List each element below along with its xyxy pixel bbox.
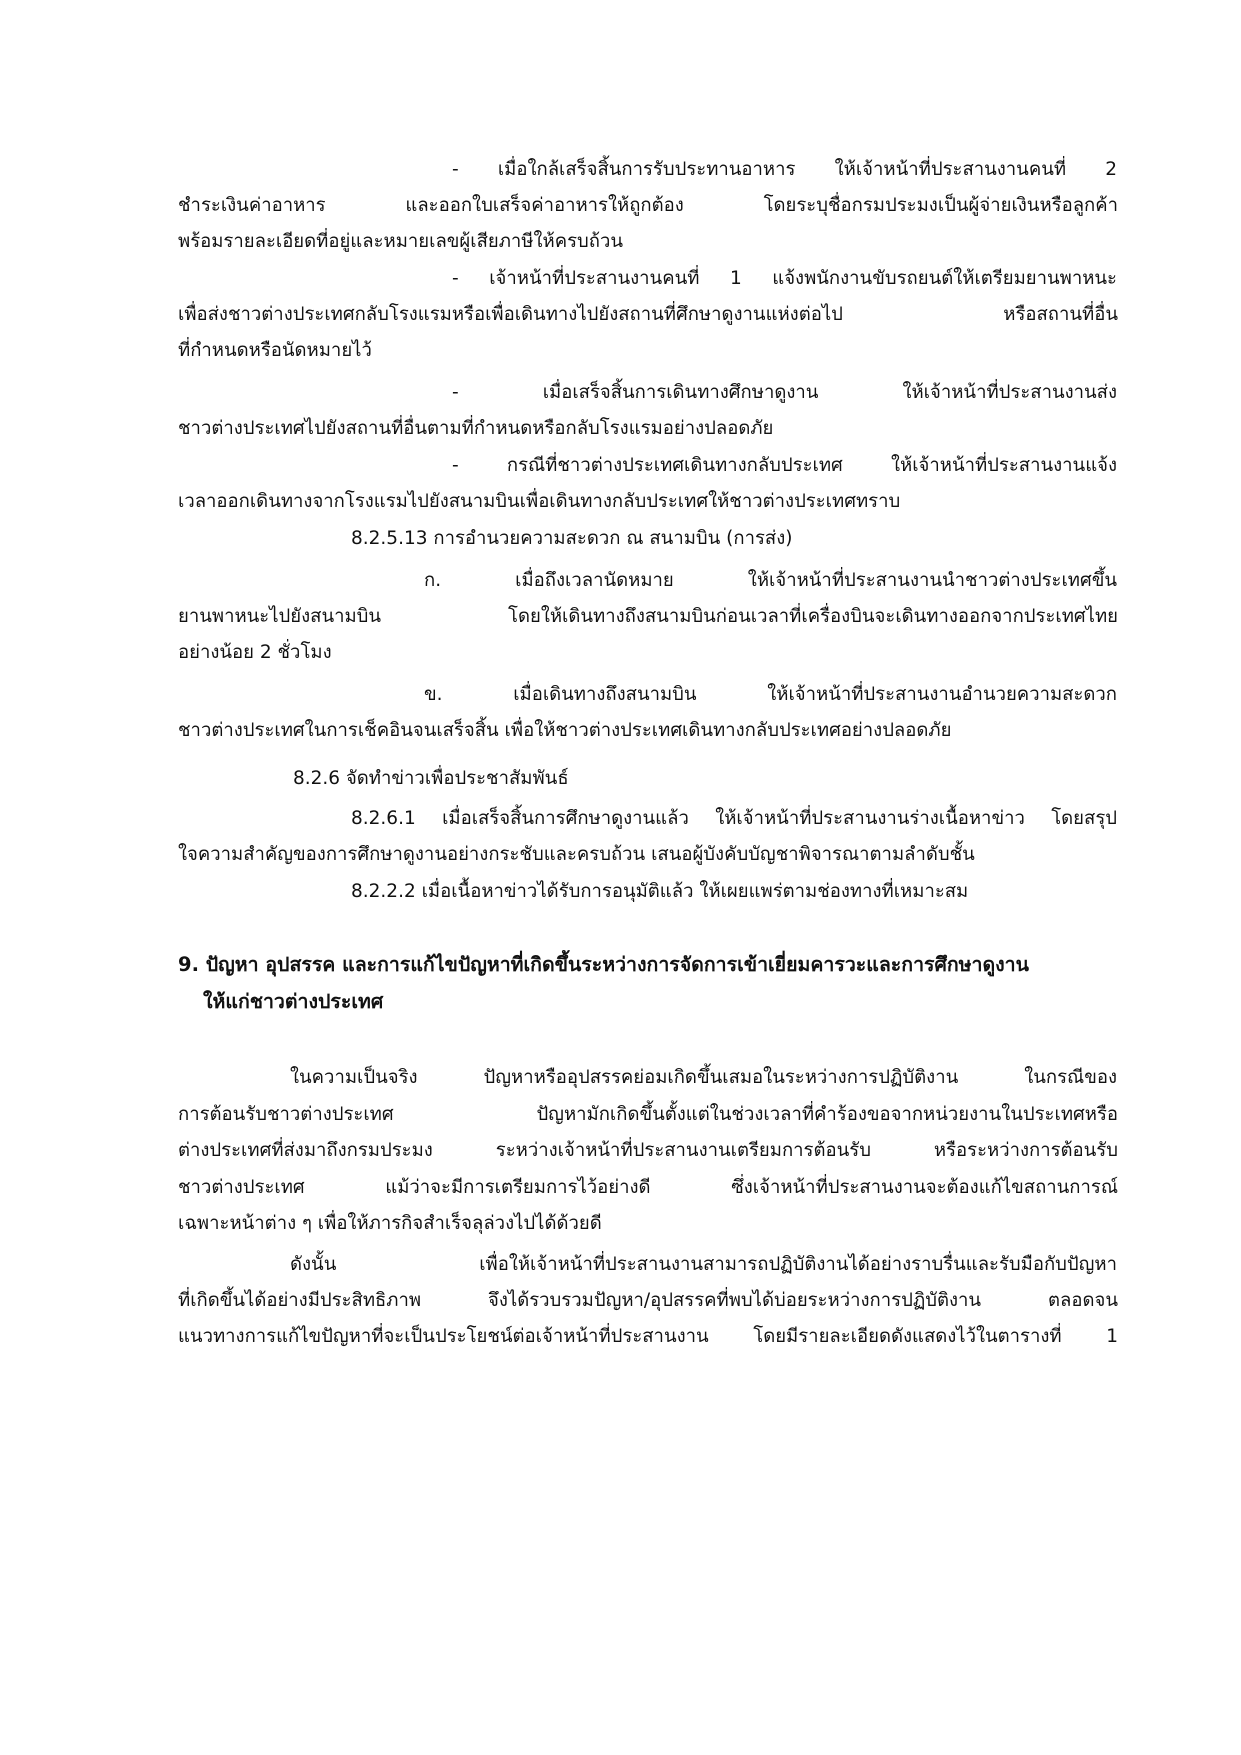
text-line: ใจความสำคัญของการศึกษาดูงานอย่างกระชับและครบถ้วน เสนอผู้บังคับบัญชาพิจารณาตามลำดับชั้น <box>178 844 975 865</box>
section-heading-8-2-6: 8.2.6 จัดทำข่าวเพื่อประชาสัมพันธ์ <box>293 768 569 789</box>
text-line: ข. เมื่อเดินทางถึงสนามบิน ให้เจ้าหน้าที่ประสานงานอำนวยความสะดวก <box>424 684 1117 705</box>
paragraph-line: ชาวต่างประเทศ แม้ว่าจะมีการเตรียมการไว้อย่างดี ซึ่งเจ้าหน้าที่ประสานงานจะต้องแก้ไขสถานการณ์ <box>178 1177 1118 1198</box>
text-line: - เจ้าหน้าที่ประสานงานคนที่ 1 แจ้งพนักงานขับรถยนต์ให้เตรียมยานพาหนะ <box>452 268 1117 289</box>
text-line: ชาวต่างประเทศในการเช็คอินจนเสร็จสิ้น เพื่อให้ชาวต่างประเทศเดินทางกลับประเทศอย่างปลอดภัย <box>178 720 952 741</box>
section-heading-9: 9. ปัญหา อุปสรรค และการแก้ไขปัญหาที่เกิดขึ้นระหว่างการจัดการเข้าเยี่ยมคารวะและการศึกษาดูงาน <box>178 953 1029 976</box>
text-line: ชาวต่างประเทศไปยังสถานที่อื่นตามที่กำหนดหรือกลับโรงแรมอย่างปลอดภัย <box>178 418 774 439</box>
text-line: - เมื่อเสร็จสิ้นการเดินทางศึกษาดูงาน ให้เจ้าหน้าที่ประสานงานส่ง <box>452 382 1117 403</box>
text-line: อย่างน้อย 2 ชั่วโมง <box>178 642 332 663</box>
text-line: 8.2.2.2 เมื่อเนื้อหาข่าวได้รับการอนุมัติแล้ว ให้เผยแพร่ตามช่องทางที่เหมาะสม <box>351 881 969 902</box>
paragraph-line: ดังนั้น เพื่อให้เจ้าหน้าที่ประสานงานสามารถปฏิบัติงานได้อย่างราบรื่นและรับมือกับปัญหา <box>290 1254 1117 1275</box>
text-line: ยานพาหนะไปยังสนามบิน โดยให้เดินทางถึงสนามบินก่อนเวลาที่เครื่องบินจะเดินทางออกจากประเทศไทย <box>178 606 1118 627</box>
section-heading-8-2-5-13: 8.2.5.13 การอำนวยความสะดวก ณ สนามบิน (การส่ง) <box>351 528 793 549</box>
paragraph-line: แนวทางการแก้ไขปัญหาที่จะเป็นประโยชน์ต่อเจ้าหน้าที่ประสานงาน โดยมีรายละเอียดดังแสดงไว้ในตารางที่ 1 <box>178 1326 1118 1347</box>
paragraph-line: ที่เกิดขึ้นได้อย่างมีประสิทธิภาพ จึงได้รวบรวมปัญหา/อุปสรรคที่พบได้บ่อยระหว่างการปฏิบัติงาน ตลอดจน <box>178 1290 1118 1311</box>
text-line: - กรณีที่ชาวต่างประเทศเดินทางกลับประเทศ ให้เจ้าหน้าที่ประสานงานแจ้ง <box>452 455 1117 476</box>
text-line: ชำระเงินค่าอาหาร และออกใบเสร็จค่าอาหารให้ถูกต้อง โดยระบุชื่อกรมประมงเป็นผู้จ่ายเงินหรือลูกค้า <box>178 195 1118 216</box>
text-line: เวลาออกเดินทางจากโรงแรมไปยังสนามบินเพื่อเดินทางกลับประเทศให้ชาวต่างประเทศทราบ <box>178 491 901 512</box>
text-line: ที่กำหนดหรือนัดหมายไว้ <box>178 340 372 361</box>
paragraph-line: การต้อนรับชาวต่างประเทศ ปัญหามักเกิดขึ้นตั้งแต่ในช่วงเวลาที่คำร้องขอจากหน่วยงานในประเทศหรือ <box>178 1104 1118 1125</box>
text-line: เพื่อส่งชาวต่างประเทศกลับโรงแรมหรือเพื่อเดินทางไปยังสถานที่ศึกษาดูงานแห่งต่อไป หรือสถานที่อื่น <box>178 304 1118 325</box>
paragraph-line: เฉพาะหน้าต่าง ๆ เพื่อให้ภารกิจสำเร็จลุล่วงไปได้ด้วยดี <box>178 1213 602 1234</box>
text-line: - เมื่อใกล้เสร็จสิ้นการรับประทานอาหาร ให้เจ้าหน้าที่ประสานงานคนที่ 2 <box>452 159 1117 180</box>
paragraph-line: ต่างประเทศที่ส่งมาถึงกรมประมง ระหว่างเจ้าหน้าที่ประสานงานเตรียมการต้อนรับ หรือระหว่างการต้อนรับ <box>178 1140 1118 1161</box>
text-line: พร้อมรายละเอียดที่อยู่และหมายเลขผู้เสียภาษีให้ครบถ้วน <box>178 231 624 252</box>
text-line: ก. เมื่อถึงเวลานัดหมาย ให้เจ้าหน้าที่ประสานงานนำชาวต่างประเทศขึ้น <box>424 570 1117 591</box>
paragraph-line: ในความเป็นจริง ปัญหาหรืออุปสรรคย่อมเกิดขึ้นเสมอในระหว่างการปฏิบัติงาน ในกรณีของ <box>290 1067 1117 1088</box>
text-line: 8.2.6.1 เมื่อเสร็จสิ้นการศึกษาดูงานแล้ว ให้เจ้าหน้าที่ประสานงานร่างเนื้อหาข่าว โดยสรุป <box>351 808 1117 829</box>
section-heading-9-cont: ให้แก่ชาวต่างประเทศ <box>203 990 384 1013</box>
